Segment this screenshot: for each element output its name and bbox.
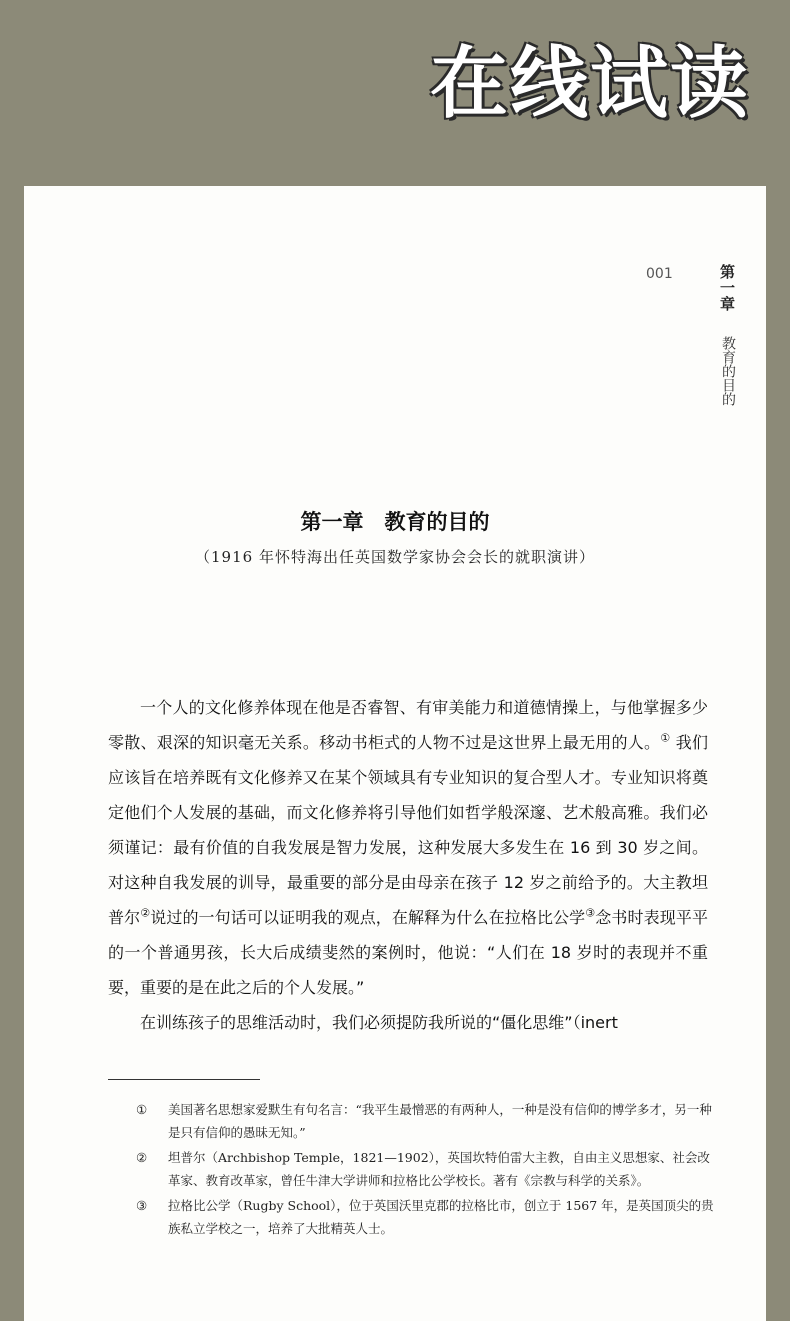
chapter-title: 第一章 教育的目的	[300, 510, 490, 534]
footnote-ref: ②	[140, 906, 151, 920]
paragraph: 在训练孩子的思维活动时，我们必须提防我所说的“僵化思维”（inert	[140, 1013, 618, 1032]
footnote	[136, 1098, 714, 1144]
running-head-chapter: 第一章	[718, 264, 736, 312]
text-segment: 一个人的文化修养体现在他是否睿智、有审美能力和道德情操上，与他掌握多少零散、艰深的知识毫无关系。移动书柜式的人物不过是这世界上最无用的人。	[108, 698, 708, 752]
text-segment: 我们应该旨在培养既有文化修养又在某个领域具有专业知识的复合型人才。专业知识将奠定他们个人发展的基础，而文化修养将引导他们如哲学般深邃、艺术般高雅。我们必须谨记：最有价值的自我发展是智力发展，这种发展大多发生在 16 到 30 岁之间。对这种自我发展的训导，最重要的部分是由母亲在孩子 12 岁之前给予的。大主教坦普尔	[108, 733, 708, 927]
footnote	[136, 1194, 714, 1240]
chapter-subtitle: （1916 年怀特海出任英国数学家协会会长的就职演讲）	[195, 548, 595, 566]
footnote-ref: ①	[660, 731, 671, 745]
footnote-mark: ①	[136, 1102, 148, 1117]
footnote-text: 拉格比公学（Rugby School），位于英国沃里克郡的拉格比市，创立于 1567 年，是英国顶尖的贵族私立学校之一，培养了大批精英人士。	[168, 1198, 714, 1236]
page-number: 001	[646, 266, 673, 282]
footnote-mark: ③	[136, 1198, 148, 1213]
footnote-text: 坦普尔（Archbishop Temple，1821—1902），英国坎特伯雷大主教，自由主义思想家、社会改革家、教育改革家，曾任牛津大学讲师和拉格比公学校长。著有《宗教与科学的关系》。	[168, 1150, 710, 1188]
footnote	[136, 1146, 714, 1192]
footnote-ref: ③	[585, 906, 596, 920]
footnote-mark: ②	[136, 1150, 148, 1165]
book-page	[24, 186, 766, 1321]
banner-title: 在线试读	[429, 39, 750, 129]
running-head-title: 教育的目的	[720, 336, 736, 406]
footnote-divider	[108, 1079, 260, 1080]
footnote-text: 美国著名思想家爱默生有句名言：“我平生最憎恶的有两种人，一种是没有信仰的博学多才，另一种是只有信仰的愚昧无知。”	[168, 1102, 712, 1140]
body-text	[108, 690, 708, 1040]
text-segment: 说过的一句话可以证明我的观点，在解释为什么在拉格比公学	[150, 908, 586, 927]
paragraph	[108, 690, 708, 1005]
text-segment: 念书时表现平平的一个普通男孩，长大后成绩斐然的案例时，他说：“人们在 18 岁时的表现并不重要，重要的是在此之后的个人发展。”	[108, 908, 708, 997]
footnotes	[136, 1098, 714, 1242]
